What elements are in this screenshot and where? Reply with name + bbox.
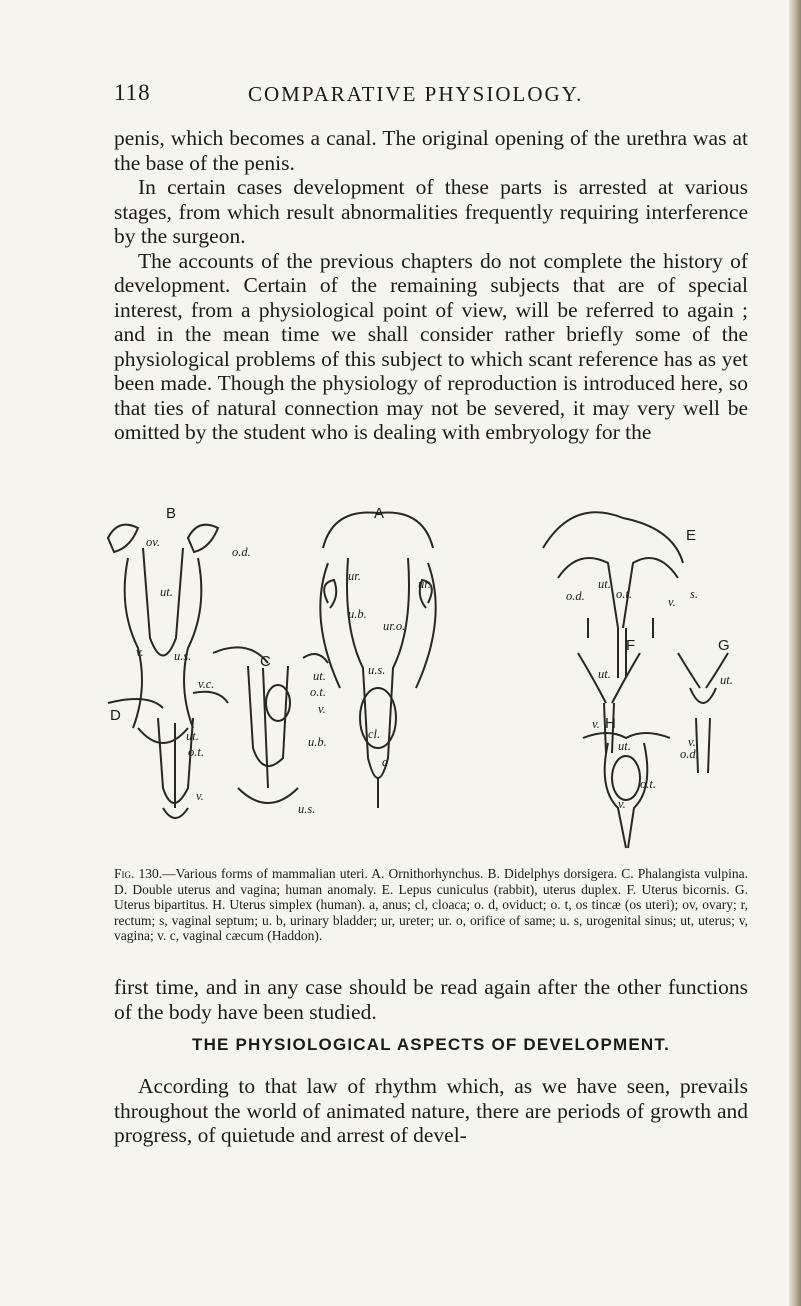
label-v-e: v. [668, 595, 676, 609]
label-ot-h: o.t. [640, 777, 656, 791]
label-a: a [382, 755, 389, 769]
label-v-b: v. [136, 645, 144, 659]
label-v-d: v. [196, 789, 204, 803]
panel-letter-d: D [110, 707, 121, 724]
label-v-g: v. [688, 735, 696, 749]
label-ov: ov. [146, 535, 160, 549]
figure-caption [114, 866, 748, 944]
label-ur-right: ur. [418, 577, 431, 591]
label-ot-e: o.t. [616, 587, 632, 601]
label-us: u.s. [368, 663, 386, 677]
body-text-after-figure [114, 975, 748, 1024]
label-v-c: v. [318, 702, 326, 716]
panel-letter-g: G [718, 637, 730, 654]
label-us-b: u.s. [174, 649, 192, 663]
panel-e-drawing [543, 512, 683, 678]
label-uro: ur.o. [383, 619, 406, 633]
label-ot-d: o.t. [188, 745, 204, 759]
label-v-h: v. [618, 797, 626, 811]
paragraph: The accounts of the previous chapters do not complete the history of development. Certain of the remaining subjects that are of special interest, from a physiological point of view, will be referred to again ; and in the mean time we shall consider rather briefly some of the physiological problems of this subject to which scant reference has as yet been made. Though the physiology of reproduction is introduced here, so that ties of natural connection may not be severed, it may very well be omitted by the student who is dealing with embryology for the [114, 248, 748, 444]
page-number: 118 [114, 80, 151, 105]
panel-letter-c: C [260, 653, 271, 670]
body-text-bottom [114, 1074, 748, 1148]
panel-letter-f: F [626, 637, 636, 654]
label-ot-c: o.t. [310, 685, 326, 699]
panel-a-drawing [320, 512, 435, 808]
page-edge-shadow [789, 0, 801, 1306]
label-s-e: s. [690, 587, 698, 601]
label-od: o.d. [232, 545, 251, 559]
running-head: COMPARATIVE PHYSIOLOGY. [248, 82, 584, 106]
panel-c-drawing [213, 647, 328, 803]
uteri-drawing [78, 488, 754, 864]
caption-lead: Fig. 130. [114, 866, 163, 881]
label-od-h: o.d. [680, 747, 699, 761]
label-ub-c: u.b. [308, 735, 327, 749]
panel-b-drawing [108, 525, 218, 743]
panel-letter-b: B [166, 505, 177, 522]
panel-letter-e: E [686, 527, 697, 544]
panel-d-drawing [108, 692, 228, 818]
label-ut-d: ut. [186, 729, 199, 743]
label-ur: ur. [348, 569, 361, 583]
label-od-e: o.d. [566, 589, 585, 603]
label-ut-h: ut. [618, 739, 631, 753]
label-ut-f: ut. [598, 667, 611, 681]
label-v-f: v. [592, 717, 600, 731]
panel-letter-h: H [605, 715, 616, 732]
label-ut-g: ut. [720, 673, 733, 687]
paragraph: In certain cases development of these parts is arrested at various stages, from which result abnormalities frequently requiring interference by the surgeon. [114, 175, 748, 248]
panel-letter-a: A [374, 505, 385, 522]
label-us-c: u.s. [298, 802, 316, 816]
figure-uteri-illustration [78, 488, 754, 864]
label-ub: u.b. [348, 607, 367, 621]
body-text-top [114, 126, 748, 445]
label-vc: v.c. [198, 677, 215, 691]
label-ut-c: ut. [313, 669, 326, 683]
paragraph: According to that law of rhythm which, as we have seen, prevails throughout the world of animated nature, there are periods of growth and progress, of quietude and arrest of devel- [114, 1074, 748, 1147]
section-heading: THE PHYSIOLOGICAL ASPECTS OF DEVELOPMENT. [191, 1035, 671, 1054]
paragraph: first time, and in any case should be read again after the other functions of the body have been studied. [114, 975, 748, 1024]
label-ut: ut. [160, 585, 173, 599]
caption-text: —Various forms of mammalian uteri. A. Ornithorhynchus. B. Didelphys dorsigera. C. Phalangista vulpina. D. Double uterus and vagina; human anomaly. E. Lepus cuniculus (rabbit), uterus duplex. F. Uterus bicornis. G. Uterus bipartitus. H. Uterus simplex (human). a, anus; cl, cloaca; o. d, oviduct; o. t, os tincæ (os uteri); ov, ovary; r, rectum; s, vaginal septum; u. b, urinary bladder; ur, ureter; ur. o, orifice of same; u. s, urogenital sinus; ut, uterus; v, vagina; v. c, vaginal cæcum (Haddon). [114, 866, 748, 943]
paragraph: penis, which becomes a canal. The original opening of the urethra was at the base of the penis. [114, 126, 748, 175]
label-ut-e: ut. [598, 577, 611, 591]
label-cl: cl. [368, 727, 381, 741]
